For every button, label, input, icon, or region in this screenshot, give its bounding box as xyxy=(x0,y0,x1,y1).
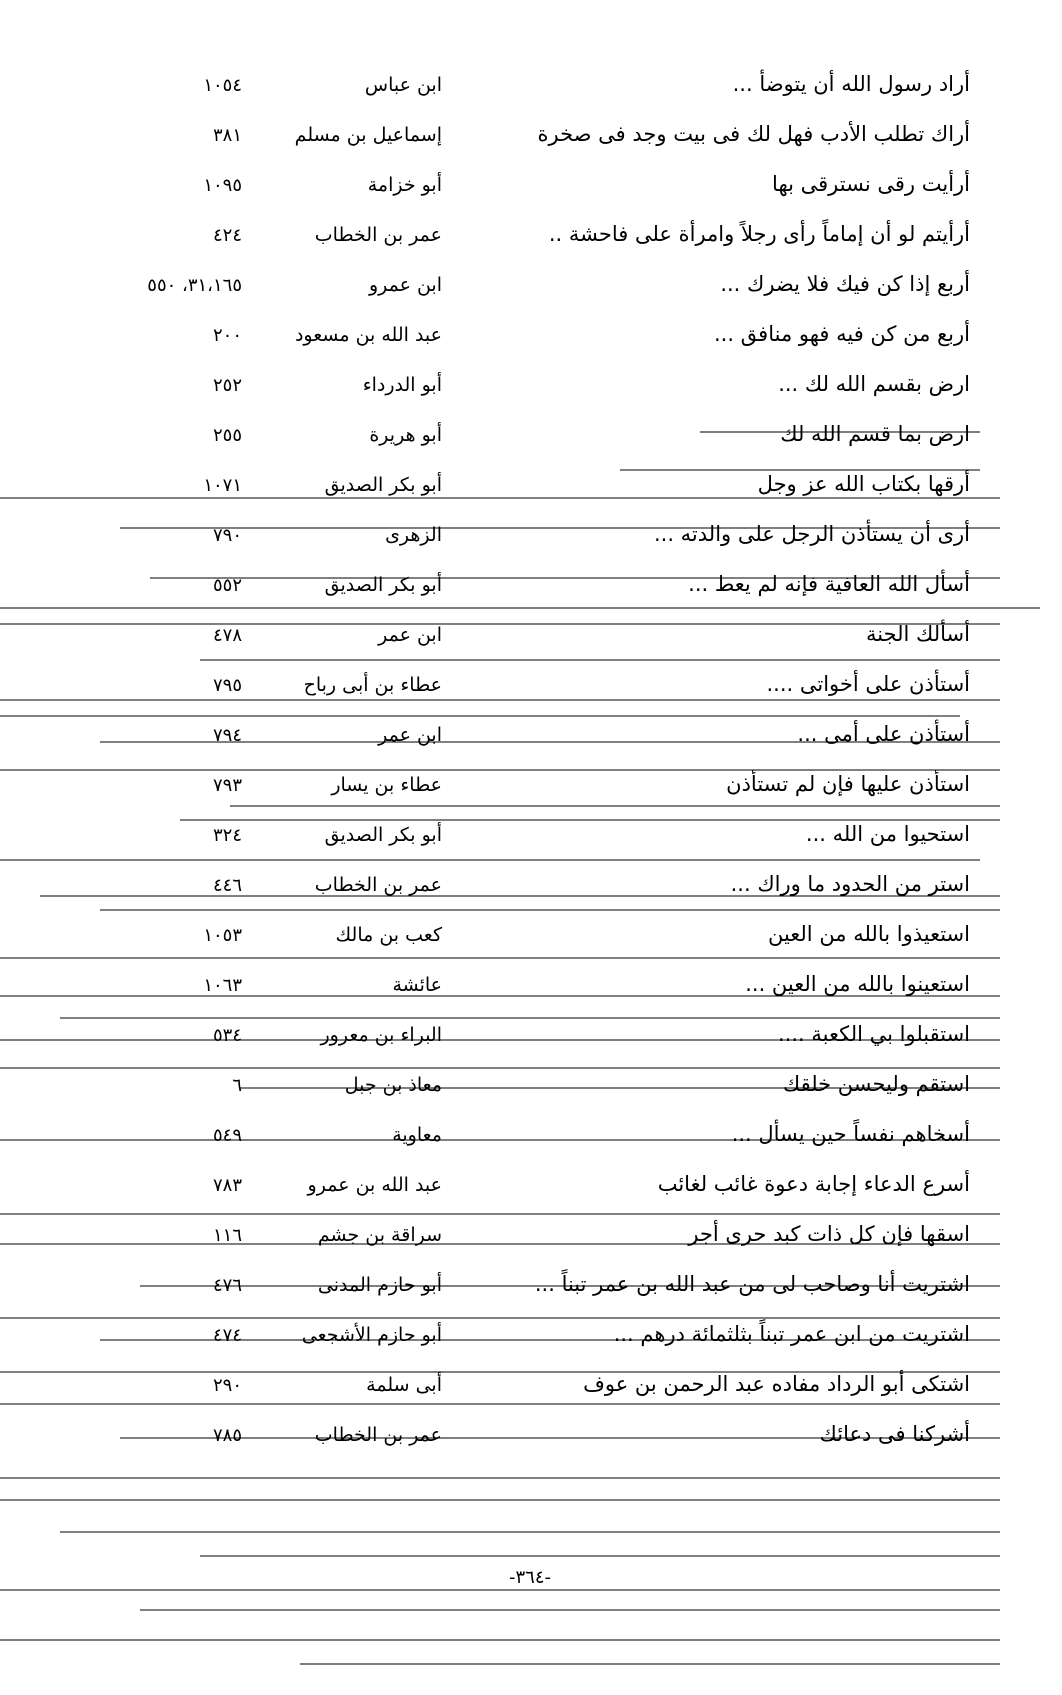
narrator-name: أبو الدرداء xyxy=(362,374,442,396)
reference-number: ٧٨٥ xyxy=(212,1425,242,1446)
narrator-name: البراء بن معرور xyxy=(320,1024,442,1046)
index-row xyxy=(0,410,1062,450)
hadith-text: استقم وليحسن خلقك xyxy=(782,1072,970,1096)
narrator-name: عبد الله بن عمرو xyxy=(307,1174,442,1196)
hadith-text: استحيوا من الله ... xyxy=(805,822,970,846)
narrator-name: أبى سلمة xyxy=(366,1374,442,1396)
narrator-name: إسماعيل بن مسلم xyxy=(294,124,442,146)
reference-number: ٤٧٤ xyxy=(212,1325,242,1346)
narrator-name: عمر بن الخطاب xyxy=(314,874,442,896)
reference-number: ١١٦ xyxy=(212,1225,242,1246)
reference-number: ١٠٥٣ xyxy=(203,925,242,946)
page-number: -٣٦٤- xyxy=(508,1567,551,1588)
reference-number: ٤٤٦ xyxy=(212,875,242,896)
reference-number: ٥٣٤ xyxy=(212,1025,242,1046)
index-row xyxy=(0,310,1062,350)
narrator-name: أبو خزامة xyxy=(367,174,442,196)
hadith-text: أراد رسول الله أن يتوضأ ... xyxy=(732,72,970,96)
hadith-text: اشتريت من ابن عمر تبناً بثلثمائة درهم ... xyxy=(613,1322,970,1346)
narrator-name: ابن عمرو xyxy=(368,274,442,296)
reference-number: ١٠٧١ xyxy=(203,475,242,496)
reference-number: ٧٨٣ xyxy=(212,1175,242,1196)
index-row xyxy=(0,1060,1062,1100)
hadith-text: أراك تطلب الأدب فهل لك فى بيت وجد فى صخرة xyxy=(537,122,970,146)
index-row xyxy=(0,1110,1062,1150)
index-row xyxy=(0,1260,1062,1300)
narrator-name: ابن عباس xyxy=(364,74,442,96)
reference-number: ١٠٩٥ xyxy=(203,175,242,196)
narrator-name: أبو بكر الصديق xyxy=(324,574,442,596)
narrator-name: أبو بكر الصديق xyxy=(324,474,442,496)
hadith-text: أسرع الدعاء إجابة دعوة غائب لغائب xyxy=(657,1172,970,1196)
reference-number: ٤٢٤ xyxy=(212,225,242,246)
narrator-name: الزهرى xyxy=(385,524,442,546)
hadith-text: أسألك الجنة xyxy=(866,622,970,646)
index-row xyxy=(0,460,1062,500)
narrator-name: سراقة بن جشم xyxy=(317,1224,442,1246)
hadith-text: أربع إذا كن فيك فلا يضرك ... xyxy=(720,272,970,296)
index-row xyxy=(0,510,1062,550)
reference-number: ٧٩٣ xyxy=(212,775,242,796)
index-row xyxy=(0,710,1062,750)
hadith-text: استعيذوا بالله من العين xyxy=(767,922,970,946)
index-row xyxy=(0,160,1062,200)
narrator-name: أبو حازم الأشجعى xyxy=(301,1324,442,1346)
narrator-name: عبد الله بن مسعود xyxy=(294,324,442,346)
index-row xyxy=(0,110,1062,150)
hadith-text: أرى أن يستأذن الرجل على والدته ... xyxy=(653,522,970,546)
narrator-name: عائشة xyxy=(392,974,442,996)
hadith-text: اسقها فإن كل ذات كبد حرى أجر xyxy=(688,1222,970,1246)
index-row xyxy=(0,260,1062,300)
index-row xyxy=(0,910,1062,950)
index-row xyxy=(0,360,1062,400)
reference-number: ١٠٦٣ xyxy=(203,975,242,996)
hadith-text: اشتريت أنا وصاحب لى من عبد الله بن عمر تبناً ... xyxy=(534,1272,970,1296)
narrator-name: ابن عمر xyxy=(378,724,442,746)
hadith-text: أسأل الله العافية فإنه لم يعط ... xyxy=(688,572,970,596)
reference-number: ١٠٥٤ xyxy=(203,75,242,96)
narrator-name: أبو بكر الصديق xyxy=(324,824,442,846)
narrator-name: ابن عمر xyxy=(378,624,442,646)
hadith-text: اشتكى أبو الرداد مفاده عبد الرحمن بن عوف xyxy=(583,1372,970,1396)
index-row xyxy=(0,1160,1062,1200)
reference-number: ٧٩٥ xyxy=(212,675,242,696)
index-row xyxy=(0,660,1062,700)
hadith-text: ارض بما قسم الله لك xyxy=(780,422,970,446)
reference-number: ٤٧٦ xyxy=(212,1275,242,1296)
narrator-name: أبو حازم المدنى xyxy=(317,1274,442,1296)
reference-number: ٥٥٢ xyxy=(212,575,242,596)
reference-number: ٤٧٨ xyxy=(212,625,242,646)
narrator-name: عمر بن الخطاب xyxy=(314,224,442,246)
index-row xyxy=(0,1010,1062,1050)
hadith-text: استقبلوا بي الكعبة .... xyxy=(778,1022,970,1046)
index-row xyxy=(0,860,1062,900)
reference-number: ٣٢٤ xyxy=(212,825,242,846)
narrator-name: عطاء بن أبى رباح xyxy=(303,674,442,696)
reference-number: ٢٠٠ xyxy=(212,325,242,346)
narrator-name: معاذ بن جبل xyxy=(344,1074,442,1096)
narrator-name: كعب بن مالك xyxy=(335,924,442,946)
reference-number: ٣٨١ xyxy=(212,125,242,146)
index-row xyxy=(0,1410,1062,1450)
hadith-text: أستأذن على أخواتى .... xyxy=(766,672,970,696)
narrator-name: معاوية xyxy=(392,1124,442,1146)
narrator-name: عطاء بن يسار xyxy=(331,774,442,796)
hadith-text: أرأيتم لو أن إماماً رأى رجلاً وامرأة على فاحشة .. xyxy=(548,222,970,246)
index-row xyxy=(0,810,1062,850)
index-row xyxy=(0,960,1062,1000)
reference-number: ٧٩٠ xyxy=(212,525,242,546)
reference-number: ٣١،١٦٥، ٥٥٠ xyxy=(147,275,242,296)
reference-number: ٧٩٤ xyxy=(212,725,242,746)
index-row xyxy=(0,210,1062,250)
reference-number: ٢٥٢ xyxy=(212,375,242,396)
narrator-name: عمر بن الخطاب xyxy=(314,1424,442,1446)
index-row xyxy=(0,1210,1062,1250)
hadith-text: أربع من كن فيه فهو منافق ... xyxy=(713,322,970,346)
reference-number: ٢٥٥ xyxy=(212,425,242,446)
index-row xyxy=(0,760,1062,800)
hadith-text: استأذن عليها فإن لم تستأذن xyxy=(726,772,970,796)
hadith-text: أشركنا فى دعائك xyxy=(819,1422,970,1446)
hadith-text: استعينوا بالله من العين ... xyxy=(745,972,970,996)
hadith-text: أرأيت رقى نسترقى بها xyxy=(772,172,970,196)
hadith-text: أستأذن على أمى ... xyxy=(797,722,970,746)
hadith-text: ارض بقسم الله لك ... xyxy=(778,372,970,396)
index-row xyxy=(0,560,1062,600)
hadith-text: استر من الحدود ما وراك ... xyxy=(730,872,970,896)
reference-number: ٢٩٠ xyxy=(212,1375,242,1396)
hadith-text: أسخاهم نفساً حين يسأل ... xyxy=(731,1122,970,1146)
narrator-name: أبو هريرة xyxy=(369,424,442,446)
index-row xyxy=(0,60,1062,100)
index-row xyxy=(0,1310,1062,1350)
hadith-text: أرقها بكتاب الله عز وجل xyxy=(757,472,970,496)
index-row xyxy=(0,1360,1062,1400)
reference-number: ٦ xyxy=(232,1075,242,1096)
index-row xyxy=(0,610,1062,650)
reference-number: ٥٤٩ xyxy=(212,1125,242,1146)
